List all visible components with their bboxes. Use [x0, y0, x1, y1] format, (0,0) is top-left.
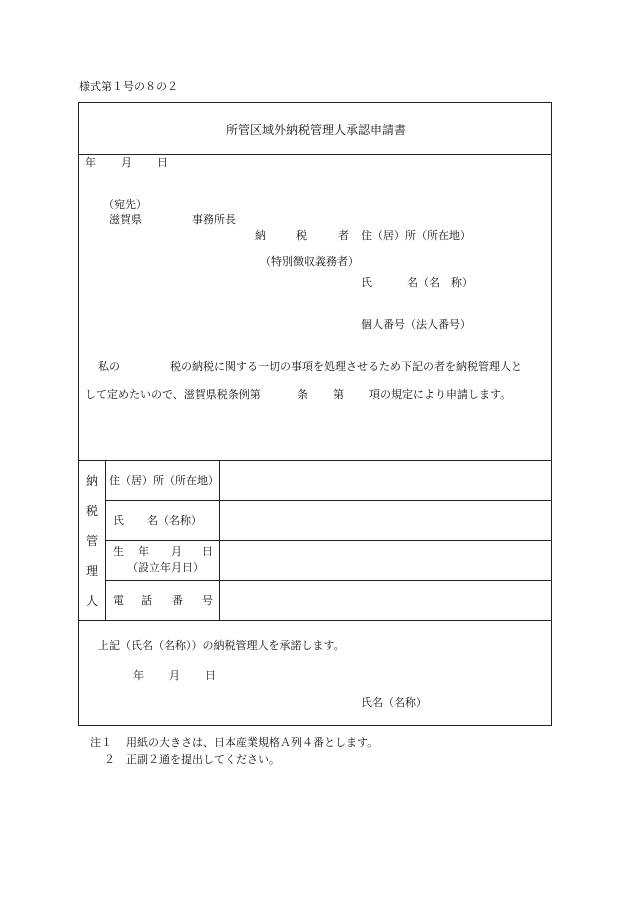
date-day: 日	[157, 156, 168, 169]
consent-date-day: 日	[205, 669, 216, 682]
addressee-prefix: （宛先）	[103, 198, 147, 211]
divider-manager-row3	[105, 580, 551, 581]
application-form	[78, 102, 552, 726]
manager-birth-sub: （設立年月日）	[127, 561, 204, 574]
consent-date-month: 月	[169, 669, 180, 682]
form-title: 所管区域外納税管理人承認申請書	[225, 123, 406, 137]
consent-text: 上記（氏名（名称））の納税管理人を承諾します。	[98, 639, 345, 652]
taxpayer-label-char-1: 納	[255, 229, 266, 242]
manager-name-label-2: 名（名称）	[147, 514, 202, 527]
manager-phone-char-3: 番	[172, 594, 183, 607]
consent-name-label: 氏名（名称）	[361, 696, 427, 709]
body-line2-article: 条	[297, 388, 308, 401]
manager-phone-char-2: 話	[141, 594, 152, 607]
divider-manager-valuecol	[219, 460, 220, 620]
divider-manager-row1	[105, 500, 551, 501]
taxpayer-name-label-1: 氏	[361, 276, 372, 289]
manager-label-char-1: 納	[85, 474, 98, 488]
divider-manager-labelcol	[105, 460, 106, 620]
manager-label-char-3: 管	[85, 534, 98, 548]
body-line2-start: して定めたいので、滋賀県税条例第	[85, 388, 261, 401]
personal-number-label: 個人番号（法人番号）	[361, 318, 471, 331]
note1-label: 注１	[90, 736, 112, 749]
date-year: 年	[85, 156, 96, 169]
form-number: 様式第１号の８の２	[79, 80, 178, 93]
manager-label-char-4: 理	[85, 564, 98, 578]
date-month: 月	[121, 156, 132, 169]
taxpayer-label-char-3: 者	[338, 229, 349, 242]
manager-birth-char-3: 月	[171, 545, 182, 558]
manager-birth-char-1: 生	[113, 545, 124, 558]
manager-label-char-2: 税	[85, 504, 98, 518]
addressee-prefecture: 滋賀県	[109, 213, 142, 226]
divider-manager-row2	[105, 540, 551, 541]
taxpayer-name-label-2: 名（名 称）	[407, 276, 473, 289]
body-line1-rest: 税の納税に関する一切の事項を処理させるため下記の者を納税管理人と	[170, 360, 522, 373]
body-line2-end: 項の規定により申請します。	[369, 388, 512, 401]
body-line2-paragraph: 第	[333, 388, 344, 401]
divider-manager-top	[79, 460, 551, 461]
divider-manager-bottom	[79, 620, 551, 621]
special-collector-label: （特別徴収義務者）	[260, 255, 359, 268]
addressee-office: 事務所長	[192, 213, 236, 226]
manager-birth-char-4: 日	[202, 545, 213, 558]
taxpayer-label-char-2: 税	[296, 229, 307, 242]
consent-date-year: 年	[133, 669, 144, 682]
manager-name-label-1: 氏	[113, 514, 124, 527]
body-line1-start: 私の	[98, 360, 120, 373]
manager-address-label: 住（居）所（所在地）	[109, 474, 219, 487]
divider-title	[79, 154, 551, 155]
manager-birth-char-2: 年	[138, 545, 149, 558]
note2-label: ２	[104, 753, 115, 766]
note1-text: 用紙の大きさは、日本産業規格Ａ列４番とします。	[126, 736, 379, 749]
manager-phone-char-1: 電	[113, 594, 124, 607]
taxpayer-address-label: 住（居）所（所在地）	[361, 229, 471, 242]
manager-phone-char-4: 号	[202, 594, 213, 607]
note2-text: 正副２通を提出してください。	[126, 753, 280, 766]
manager-label-char-5: 人	[85, 594, 98, 608]
